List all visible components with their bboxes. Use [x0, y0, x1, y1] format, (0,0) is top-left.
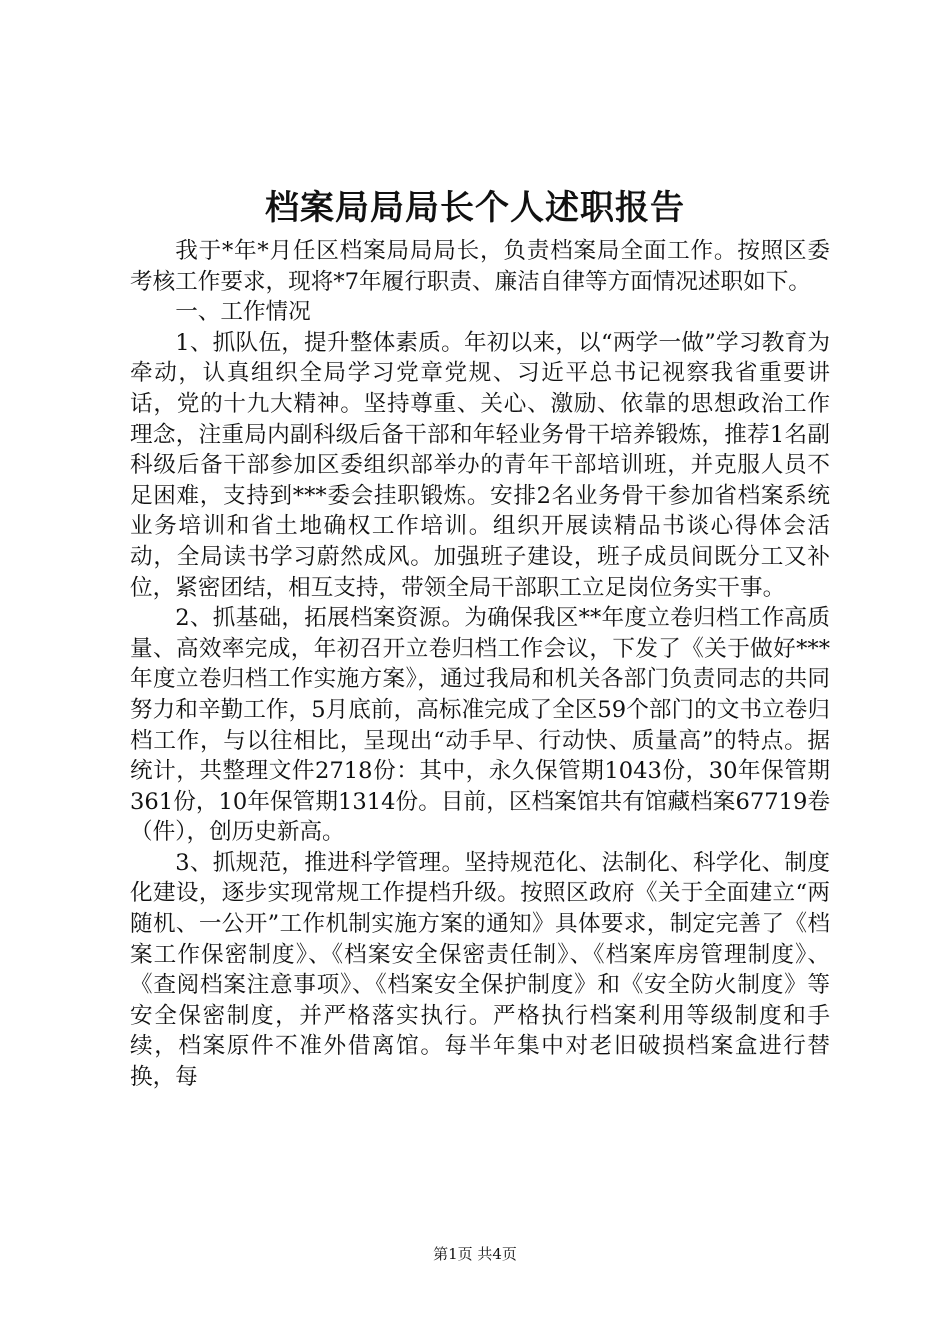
paragraph-section-heading: 一、工作情况 [175, 299, 311, 326]
page-footer: 第1页 共4页 [433, 1245, 517, 1263]
paragraph-item-3: 3、抓规范，推进科学管理。坚持规范化、法制化、科学化、制度化建设，逐步实现常规工作提档升级。按照区政府《关于全面建立“两随机、一公开”工作机制实施方案的通知》具体要求，制定完善了《档案工作保密制度》、《档案安全保密责任制》、《档案库房管理制度》、《查阅档案注意事项》、《档案安全保护制度》和《安全防火制度》等安全保密制度，并严格落实执行。严格执行档案利用等级制度和手续，档案原件不准外借离馆。每半年集中对老旧破损档案盒进行替换，每 [130, 849, 830, 1091]
paragraph-item-1: 1、抓队伍，提升整体素质。年初以来，以“两学一做”学习教育为牵动，认真组织全局学习党章党规、习近平总书记视察我省重要讲话，党的十九大精神。坚持尊重、关心、激励、依靠的思想政治工作理念，注重局内副科级后备干部和年轻业务骨干培养锻炼，推荐1名副科级后备干部参加区委组织部举办的青年干部培训班，并克服人员不足困难，支持到***委会挂职锻炼。安排2名业务骨干参加省档案系统业务培训和省土地确权工作培训。组织开展读精品书谈心得体会活动，全局读书学习蔚然成风。加强班子建设，班子成员间既分工又补位，紧密团结，相互支持，带领全局干部职工立足岗位务实干事。 [130, 329, 830, 601]
paragraph-intro: 我于*年*月任区档案局局局长，负责档案局全面工作。按照区委考核工作要求，现将*7年履行职责、廉洁自律等方面情况述职如下。 [130, 238, 830, 295]
document-body [130, 236, 830, 1093]
document-title: 档案局局局长个人述职报告 [265, 188, 685, 228]
paragraph-item-2: 2、抓基础，拓展档案资源。为确保我区**年度立卷归档工作高质量、高效率完成，年初召开立卷归档工作会议，下发了《关于做好***年度立卷归档工作实施方案》，通过我局和机关各部门负责同志的共同努力和辛勤工作，5月底前，高标准完成了全区59个部门的文书立卷归档工作，与以往相比，呈现出“动手早、行动快、质量高”的特点。据统计，共整理文件2718份：其中，永久保管期1043份，30年保管期361份，10年保管期1314份。目前，区档案馆共有馆藏档案67719卷（件），创历史新高。 [130, 605, 830, 846]
